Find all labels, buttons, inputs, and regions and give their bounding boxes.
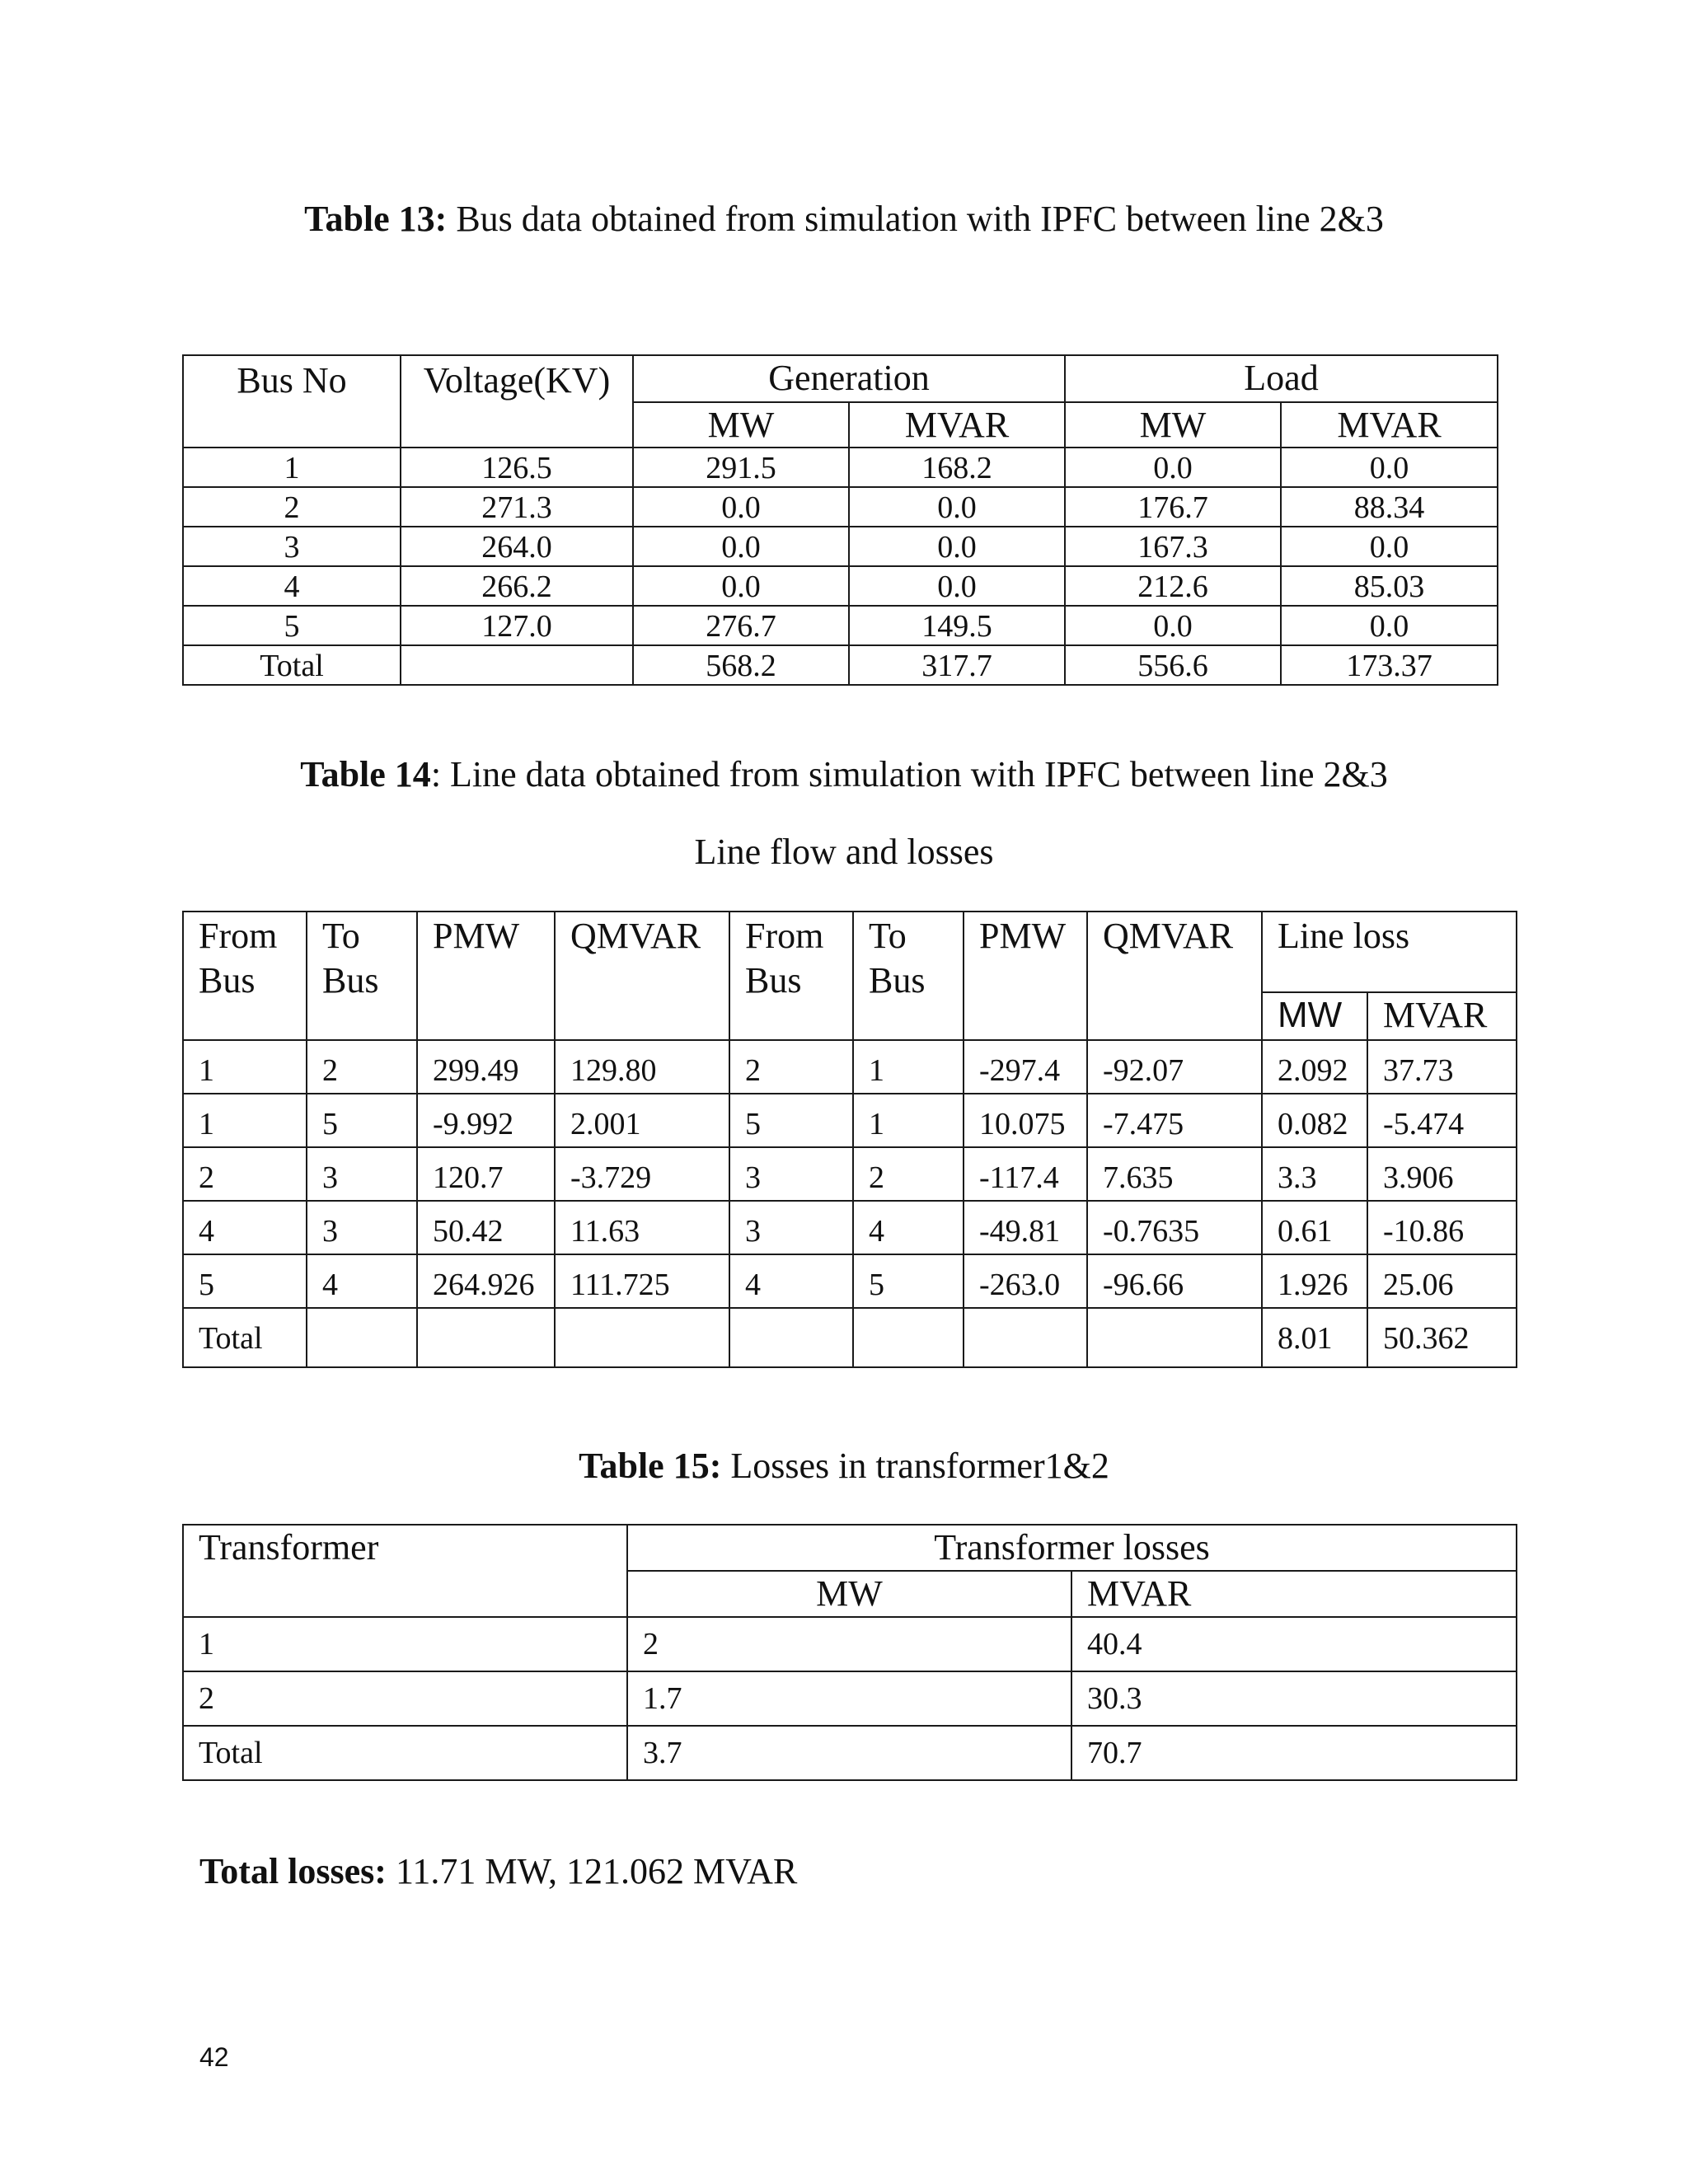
table-cell: 2	[183, 1671, 627, 1726]
to-bus-header: To Bus	[307, 912, 417, 1040]
table-cell: 167.3	[1065, 527, 1281, 566]
table-cell: 2	[627, 1617, 1071, 1671]
pmw-header-2: PMW	[964, 912, 1087, 1040]
table-row-total	[183, 1308, 1517, 1367]
from-bus-header-2: From Bus	[729, 912, 853, 1040]
transformer-mw-header: MW	[627, 1571, 1071, 1617]
table-15-caption	[0, 1445, 1688, 1488]
table-cell: 25.06	[1367, 1254, 1517, 1308]
table-cell: Total	[183, 1726, 627, 1780]
table-row	[183, 1040, 1517, 1094]
transformer-mvar-header: MVAR	[1071, 1571, 1517, 1617]
line-loss-mw-header: MW	[1262, 992, 1367, 1040]
table-cell: 3	[307, 1201, 417, 1254]
table-cell: 85.03	[1281, 566, 1498, 606]
generation-mvar-header: MVAR	[849, 402, 1065, 448]
table-cell: -10.86	[1367, 1201, 1517, 1254]
table-cell: 317.7	[849, 645, 1065, 685]
total-line-loss-mw: 8.01	[1262, 1308, 1367, 1367]
table-cell: 126.5	[401, 448, 633, 487]
bus-data-table	[182, 354, 1498, 686]
table-cell: 7.635	[1087, 1147, 1262, 1201]
table-cell: -9.992	[417, 1094, 555, 1147]
table-cell: 3	[183, 527, 401, 566]
qmvar-header-2: QMVAR	[1087, 912, 1262, 1040]
table-cell-empty	[729, 1308, 853, 1367]
table-cell: 4	[729, 1254, 853, 1308]
table-cell: 264.0	[401, 527, 633, 566]
table-row	[183, 566, 1498, 606]
line-loss-header: Line loss	[1262, 912, 1517, 992]
table-cell: 0.082	[1262, 1094, 1367, 1147]
table-row	[183, 1094, 1517, 1147]
transformer-header: Transformer	[183, 1525, 627, 1617]
table-cell: 5	[183, 1254, 307, 1308]
table-cell: 0.0	[633, 527, 849, 566]
to-bus-header-2: To Bus	[853, 912, 964, 1040]
table-row	[183, 606, 1498, 645]
generation-mw-header: MW	[633, 402, 849, 448]
table-cell: 0.0	[1065, 448, 1281, 487]
load-mvar-header: MVAR	[1281, 402, 1498, 448]
table-row	[183, 527, 1498, 566]
table-row-total	[183, 645, 1498, 685]
table-cell: 111.725	[555, 1254, 729, 1308]
table-cell: -0.7635	[1087, 1201, 1262, 1254]
table-cell: 0.0	[1281, 527, 1498, 566]
page-number: 42	[199, 2042, 229, 2072]
table-cell: 3.906	[1367, 1147, 1517, 1201]
table-cell: 50.42	[417, 1201, 555, 1254]
table-cell: 0.61	[1262, 1201, 1367, 1254]
table-row	[183, 1147, 1517, 1201]
table-cell: -263.0	[964, 1254, 1087, 1308]
table-cell-empty	[1087, 1308, 1262, 1367]
table-cell: 4	[183, 1201, 307, 1254]
table-cell: 127.0	[401, 606, 633, 645]
transformer-losses-table	[182, 1524, 1517, 1781]
table-cell: 4	[307, 1254, 417, 1308]
table-13-caption	[0, 198, 1688, 241]
table-14-label: Table 14	[300, 754, 431, 794]
table-cell: 1.926	[1262, 1254, 1367, 1308]
table-cell: 1	[853, 1094, 964, 1147]
total-line-loss-mvar: 50.362	[1367, 1308, 1517, 1367]
line-data-table	[182, 911, 1517, 1368]
table-cell	[401, 645, 633, 685]
table-cell: 4	[853, 1201, 964, 1254]
table-cell: 0.0	[849, 527, 1065, 566]
total-label: Total	[183, 1308, 307, 1367]
table-cell: 30.3	[1071, 1671, 1517, 1726]
table-cell: 276.7	[633, 606, 849, 645]
table-cell: -5.474	[1367, 1094, 1517, 1147]
table-row-total	[183, 1726, 1517, 1780]
table-14-caption	[0, 753, 1688, 796]
table-13-caption-text: Bus data obtained from simulation with IPFC between line 2&3	[447, 199, 1384, 239]
load-header: Load	[1065, 355, 1498, 402]
table-cell: 0.0	[633, 566, 849, 606]
total-losses-value: 11.71 MW, 121.062 MVAR	[386, 1851, 798, 1891]
qmvar-header: QMVAR	[555, 912, 729, 1040]
table-15-caption-text: Losses in transformer1&2	[721, 1446, 1109, 1486]
table-cell: 0.0	[849, 566, 1065, 606]
table-14-caption-text: : Line data obtained from simulation with IPFC between line 2&3	[430, 754, 1388, 794]
table-row	[183, 1617, 1517, 1671]
from-bus-header: From Bus	[183, 912, 307, 1040]
table-cell: 149.5	[849, 606, 1065, 645]
table-row	[183, 1254, 1517, 1308]
table-cell: 129.80	[555, 1040, 729, 1094]
voltage-header: Voltage(KV)	[401, 355, 633, 448]
table-cell: 5	[307, 1094, 417, 1147]
table-cell: 1	[183, 1040, 307, 1094]
table-cell: 2	[729, 1040, 853, 1094]
load-mw-header: MW	[1065, 402, 1281, 448]
pmw-header: PMW	[417, 912, 555, 1040]
table-cell: 88.34	[1281, 487, 1498, 527]
table-cell: -3.729	[555, 1147, 729, 1201]
table-cell: 3	[729, 1201, 853, 1254]
table-14-subcaption: Line flow and losses	[694, 832, 994, 872]
table-cell: 10.075	[964, 1094, 1087, 1147]
table-cell-empty	[555, 1308, 729, 1367]
table-cell: 0.0	[849, 487, 1065, 527]
table-cell: -49.81	[964, 1201, 1087, 1254]
generation-header: Generation	[633, 355, 1065, 402]
table-cell: 1	[183, 1094, 307, 1147]
table-cell: -92.07	[1087, 1040, 1262, 1094]
table-cell: 2	[183, 487, 401, 527]
table-cell: 176.7	[1065, 487, 1281, 527]
table-cell: 5	[853, 1254, 964, 1308]
table-cell: 3	[729, 1147, 853, 1201]
table-cell: 1	[853, 1040, 964, 1094]
table-cell: 0.0	[633, 487, 849, 527]
table-cell: 40.4	[1071, 1617, 1517, 1671]
total-losses-label: Total losses:	[199, 1851, 387, 1891]
table-cell: 2.092	[1262, 1040, 1367, 1094]
table-cell: 1	[183, 1617, 627, 1671]
table-cell: 120.7	[417, 1147, 555, 1201]
table-cell: 2	[307, 1040, 417, 1094]
table-row	[183, 1671, 1517, 1726]
table-cell-empty	[307, 1308, 417, 1367]
table-cell: 264.926	[417, 1254, 555, 1308]
table-cell: 291.5	[633, 448, 849, 487]
table-cell: 2	[183, 1147, 307, 1201]
table-cell: 299.49	[417, 1040, 555, 1094]
table-row	[183, 1201, 1517, 1254]
table-cell-empty	[964, 1308, 1087, 1367]
table-cell: 1.7	[627, 1671, 1071, 1726]
table-cell: 266.2	[401, 566, 633, 606]
table-cell: 3	[307, 1147, 417, 1201]
table-cell: 0.0	[1281, 606, 1498, 645]
table-cell: -7.475	[1087, 1094, 1262, 1147]
table-cell: 556.6	[1065, 645, 1281, 685]
table-cell: 2	[853, 1147, 964, 1201]
table-cell: 168.2	[849, 448, 1065, 487]
table-cell: 0.0	[1065, 606, 1281, 645]
table-cell-empty	[853, 1308, 964, 1367]
table-cell: 2.001	[555, 1094, 729, 1147]
table-cell: 70.7	[1071, 1726, 1517, 1780]
table-cell: 11.63	[555, 1201, 729, 1254]
table-cell: 3.3	[1262, 1147, 1367, 1201]
table-cell: 1	[183, 448, 401, 487]
bus-no-header: Bus No	[183, 355, 401, 448]
table-cell: 5	[729, 1094, 853, 1147]
transformer-losses-header: Transformer losses	[627, 1525, 1517, 1571]
line-loss-mvar-header: MVAR	[1367, 992, 1517, 1040]
table-cell-empty	[417, 1308, 555, 1367]
table-13-label: Table 13:	[304, 199, 448, 239]
table-cell: 568.2	[633, 645, 849, 685]
table-cell: 173.37	[1281, 645, 1498, 685]
table-cell: -96.66	[1087, 1254, 1262, 1308]
table-row	[183, 448, 1498, 487]
table-cell: 5	[183, 606, 401, 645]
table-cell: 4	[183, 566, 401, 606]
table-row	[183, 487, 1498, 527]
table-cell: 3.7	[627, 1726, 1071, 1780]
table-15-label: Table 15:	[579, 1446, 722, 1486]
table-cell: 37.73	[1367, 1040, 1517, 1094]
table-cell: -117.4	[964, 1147, 1087, 1201]
total-losses-summary	[199, 1850, 797, 1893]
table-cell: 0.0	[1281, 448, 1498, 487]
table-cell: -297.4	[964, 1040, 1087, 1094]
table-cell: 212.6	[1065, 566, 1281, 606]
table-cell: 271.3	[401, 487, 633, 527]
table-cell: Total	[183, 645, 401, 685]
